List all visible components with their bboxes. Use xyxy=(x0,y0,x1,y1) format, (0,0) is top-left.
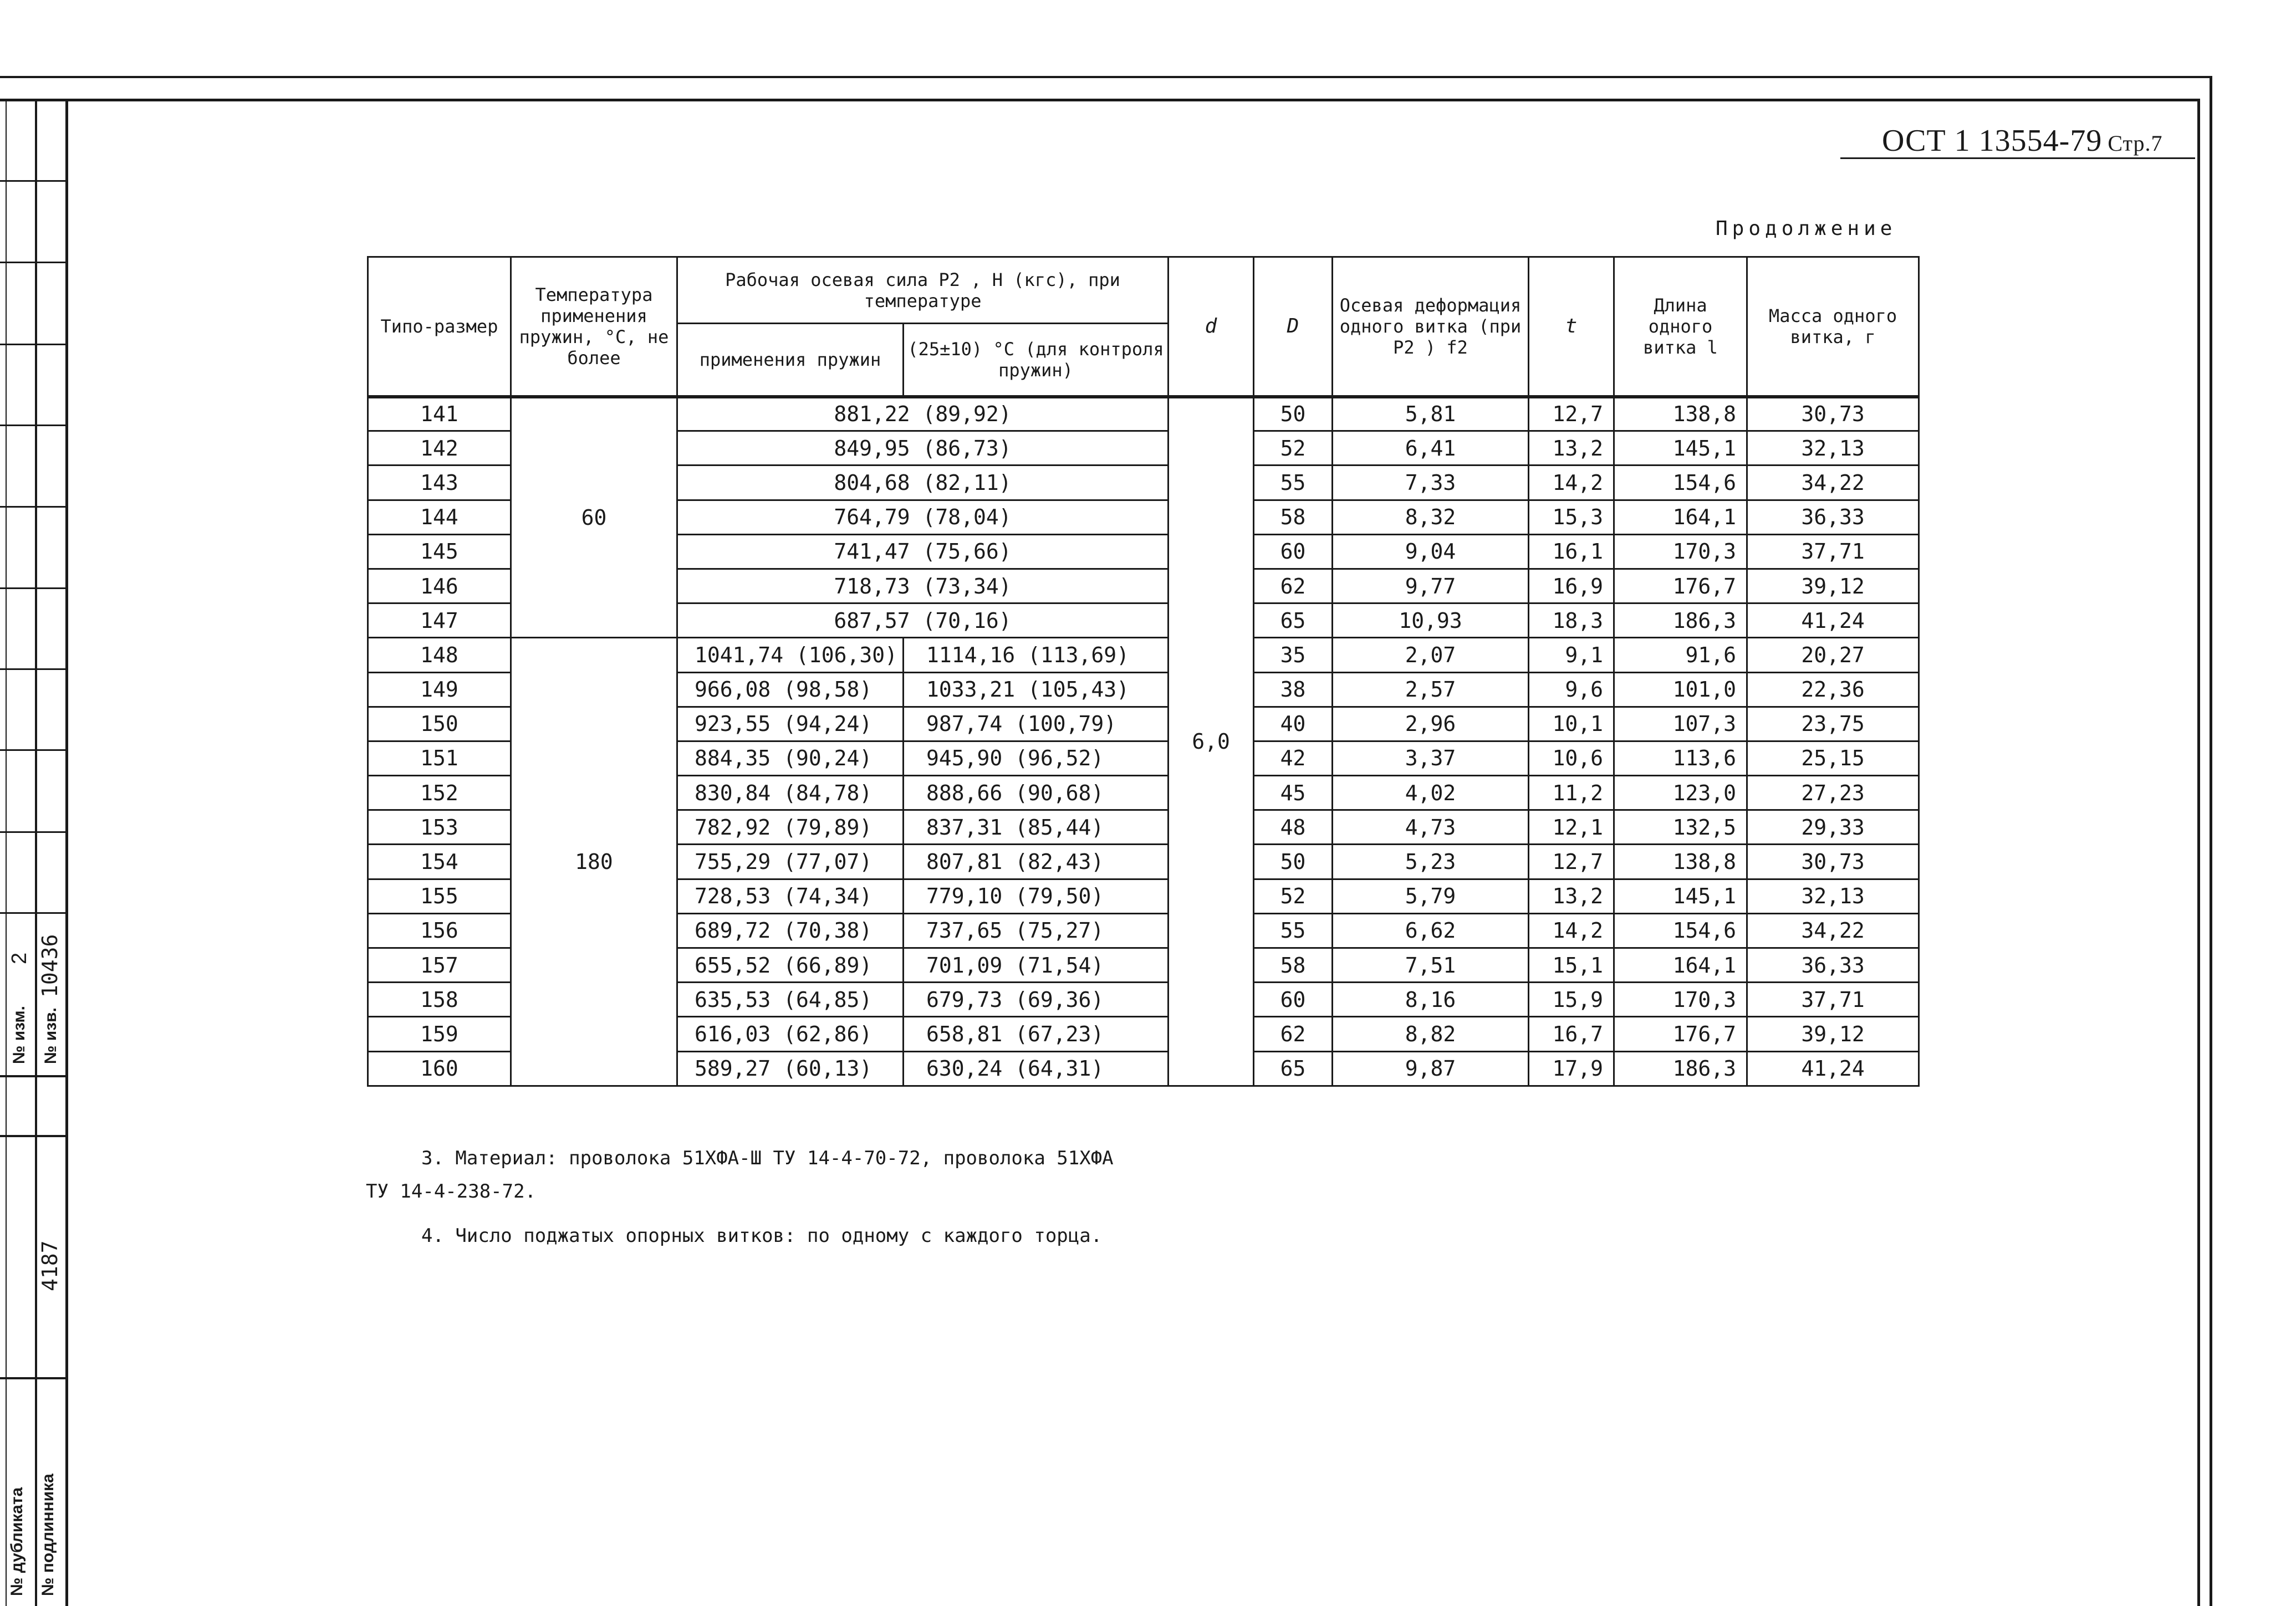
cell-t: 15,1 xyxy=(1529,948,1614,983)
cell-force-app: 782,92 (79,89) xyxy=(677,810,904,845)
cell-mass: 41,24 xyxy=(1747,603,1919,638)
stamp-h-2 xyxy=(0,262,68,263)
cell-length: 154,6 xyxy=(1614,466,1747,500)
stamp-h-12 xyxy=(0,1135,68,1137)
cell-D: 55 xyxy=(1254,913,1333,948)
cell-deformation: 9,87 xyxy=(1333,1051,1529,1086)
stamp-line-c xyxy=(65,100,68,1606)
cell-D: 52 xyxy=(1254,879,1333,913)
cell-t: 16,7 xyxy=(1529,1017,1614,1051)
cell-type: 156 xyxy=(368,913,511,948)
frame-top-inner xyxy=(0,99,2200,101)
cell-force-ctrl: 630,24 (64,31) xyxy=(904,1051,1169,1086)
cell-deformation: 6,62 xyxy=(1333,913,1529,948)
note-3-line-2: ТУ 14-4-238-72. xyxy=(366,1180,537,1203)
cell-length: 132,5 xyxy=(1614,810,1747,845)
header-mass: Масса одного витка, г xyxy=(1747,257,1919,397)
cell-D: 65 xyxy=(1254,1051,1333,1086)
header-d: d xyxy=(1169,257,1254,397)
stamp-h-5 xyxy=(0,506,68,508)
cell-type: 153 xyxy=(368,810,511,845)
header-type-size: Типо-размер xyxy=(368,257,511,397)
note-3-line-1: 3. Материал: проволока 51ХФА-Ш ТУ 14-4-70-72, проволока 51ХФА xyxy=(421,1147,1114,1169)
cell-force-ctrl: 987,74 (100,79) xyxy=(904,707,1169,741)
cell-t: 12,7 xyxy=(1529,397,1614,431)
cell-D: 45 xyxy=(1254,776,1333,810)
cell-mass: 37,71 xyxy=(1747,534,1919,569)
header-force-group: Рабочая осевая сила P2 , Н (кгс), при температуре xyxy=(677,257,1169,324)
cell-deformation: 3,37 xyxy=(1333,741,1529,775)
cell-force-ctrl: 779,10 (79,50) xyxy=(904,879,1169,913)
cell-force-app: 923,55 (94,24) xyxy=(677,707,904,741)
cell-type: 158 xyxy=(368,983,511,1017)
cell-type: 141 xyxy=(368,397,511,431)
doc-number xyxy=(1882,123,2162,158)
cell-mass: 30,73 xyxy=(1747,397,1919,431)
table-body xyxy=(368,397,1919,1086)
cell-mass: 39,12 xyxy=(1747,1017,1919,1051)
cell-length: 170,3 xyxy=(1614,983,1747,1017)
cell-D: 38 xyxy=(1254,672,1333,707)
cell-force-ctrl: 679,73 (69,36) xyxy=(904,983,1169,1017)
cell-deformation: 4,73 xyxy=(1333,810,1529,845)
cell-type: 157 xyxy=(368,948,511,983)
cell-type: 150 xyxy=(368,707,511,741)
cell-deformation: 2,57 xyxy=(1333,672,1529,707)
stamp-h-3 xyxy=(0,344,68,345)
cell-type: 151 xyxy=(368,741,511,775)
cell-t: 12,1 xyxy=(1529,810,1614,845)
cell-force-app: 755,29 (77,07) xyxy=(677,845,904,879)
cell-type: 145 xyxy=(368,534,511,569)
cell-length: 164,1 xyxy=(1614,500,1747,534)
cell-mass: 23,75 xyxy=(1747,707,1919,741)
frame-right-outer xyxy=(2210,76,2212,1606)
cell-mass: 34,22 xyxy=(1747,466,1919,500)
cell-mass: 32,13 xyxy=(1747,431,1919,466)
note-4: 4. Число поджатых опорных витков: по одному с каждого торца. xyxy=(421,1225,1103,1247)
header-t: t xyxy=(1529,257,1614,397)
cell-t: 15,9 xyxy=(1529,983,1614,1017)
cell-mass: 22,36 xyxy=(1747,672,1919,707)
cell-type: 148 xyxy=(368,638,511,672)
cell-deformation: 9,77 xyxy=(1333,569,1529,603)
cell-D: 65 xyxy=(1254,603,1333,638)
cell-D: 50 xyxy=(1254,397,1333,431)
frame-top-outer xyxy=(0,76,2212,78)
stamp-h-7 xyxy=(0,668,68,670)
cell-D: 48 xyxy=(1254,810,1333,845)
cell-length: 176,7 xyxy=(1614,569,1747,603)
cell-force-app: 881,22 (89,92) xyxy=(677,397,1169,431)
cell-length: 138,8 xyxy=(1614,397,1747,431)
cell-t: 15,3 xyxy=(1529,500,1614,534)
cell-type: 160 xyxy=(368,1051,511,1086)
cell-type: 149 xyxy=(368,672,511,707)
cell-mass: 20,27 xyxy=(1747,638,1919,672)
cell-mass: 32,13 xyxy=(1747,879,1919,913)
stamp-change-no: 2 xyxy=(8,952,31,964)
cell-length: 176,7 xyxy=(1614,1017,1747,1051)
cell-D: 62 xyxy=(1254,569,1333,603)
cell-deformation: 6,41 xyxy=(1333,431,1529,466)
cell-length: 107,3 xyxy=(1614,707,1747,741)
cell-length: 91,6 xyxy=(1614,638,1747,672)
cell-deformation: 8,16 xyxy=(1333,983,1529,1017)
cell-t: 13,2 xyxy=(1529,879,1614,913)
cell-t: 16,9 xyxy=(1529,569,1614,603)
cell-type: 152 xyxy=(368,776,511,810)
cell-type: 142 xyxy=(368,431,511,466)
cell-t: 14,2 xyxy=(1529,466,1614,500)
cell-D: 42 xyxy=(1254,741,1333,775)
cell-t: 10,6 xyxy=(1529,741,1614,775)
cell-length: 145,1 xyxy=(1614,879,1747,913)
table-row xyxy=(368,397,1919,431)
cell-force-ctrl: 737,65 (75,27) xyxy=(904,913,1169,948)
cell-length: 101,0 xyxy=(1614,672,1747,707)
cell-mass: 30,73 xyxy=(1747,845,1919,879)
cell-length: 186,3 xyxy=(1614,1051,1747,1086)
cell-D: 58 xyxy=(1254,500,1333,534)
stamp-duplicate-label: № дубликата xyxy=(8,1487,26,1596)
cell-mass: 29,33 xyxy=(1747,810,1919,845)
cell-mass: 27,23 xyxy=(1747,776,1919,810)
stamp-h-4 xyxy=(0,424,68,426)
cell-force-ctrl: 945,90 (96,52) xyxy=(904,741,1169,775)
cell-length: 164,1 xyxy=(1614,948,1747,983)
cell-force-app: 689,72 (70,38) xyxy=(677,913,904,948)
cell-force-app: 687,57 (70,16) xyxy=(677,603,1169,638)
cell-D: 40 xyxy=(1254,707,1333,741)
cell-D: 58 xyxy=(1254,948,1333,983)
cell-force-app: 718,73 (73,34) xyxy=(677,569,1169,603)
cell-force-ctrl: 701,09 (71,54) xyxy=(904,948,1169,983)
cell-force-app: 884,35 (90,24) xyxy=(677,741,904,775)
cell-force-app: 830,84 (84,78) xyxy=(677,776,904,810)
cell-D: 60 xyxy=(1254,983,1333,1017)
cell-force-app: 764,79 (78,04) xyxy=(677,500,1169,534)
cell-length: 154,6 xyxy=(1614,913,1747,948)
cell-t: 16,1 xyxy=(1529,534,1614,569)
cell-mass: 34,22 xyxy=(1747,913,1919,948)
frame-right-inner xyxy=(2197,99,2200,1606)
table-row xyxy=(368,638,1919,672)
cell-deformation: 9,04 xyxy=(1333,534,1529,569)
cell-deformation: 8,82 xyxy=(1333,1017,1529,1051)
cell-type: 159 xyxy=(368,1017,511,1051)
cell-force-app: 1041,74 (106,30) xyxy=(677,638,904,672)
cell-mass: 41,24 xyxy=(1747,1051,1919,1086)
cell-temperature-60: 60 xyxy=(511,397,677,638)
cell-force-app: 589,27 (60,13) xyxy=(677,1051,904,1086)
cell-type: 155 xyxy=(368,879,511,913)
cell-D: 50 xyxy=(1254,845,1333,879)
cell-deformation: 5,79 xyxy=(1333,879,1529,913)
cell-D: 52 xyxy=(1254,431,1333,466)
cell-mass: 25,15 xyxy=(1747,741,1919,775)
stamp-line-b xyxy=(35,100,37,1606)
cell-mass: 36,33 xyxy=(1747,500,1919,534)
stamp-h-6 xyxy=(0,587,68,589)
cell-force-app: 849,95 (86,73) xyxy=(677,431,1169,466)
cell-deformation: 5,81 xyxy=(1333,397,1529,431)
cell-type: 154 xyxy=(368,845,511,879)
cell-D: 60 xyxy=(1254,534,1333,569)
cell-deformation: 5,23 xyxy=(1333,845,1529,879)
cell-d: 6,0 xyxy=(1169,397,1254,1086)
doc-number-text: ОСТ 1 13554-79 xyxy=(1882,124,2103,158)
cell-force-app: 655,52 (66,89) xyxy=(677,948,904,983)
stamp-h-10 xyxy=(0,912,68,914)
cell-temperature-180: 180 xyxy=(511,638,677,1086)
cell-length: 186,3 xyxy=(1614,603,1747,638)
spring-parameters-table xyxy=(367,256,1920,1087)
header-deformation: Осевая деформация одного витка (при P2 ) f2 xyxy=(1333,257,1529,397)
cell-type: 143 xyxy=(368,466,511,500)
cell-length: 123,0 xyxy=(1614,776,1747,810)
cell-t: 17,9 xyxy=(1529,1051,1614,1086)
cell-mass: 37,71 xyxy=(1747,983,1919,1017)
cell-t: 9,6 xyxy=(1529,672,1614,707)
cell-mass: 39,12 xyxy=(1747,569,1919,603)
stamp-h-11 xyxy=(0,1075,68,1077)
cell-force-ctrl: 1114,16 (113,69) xyxy=(904,638,1169,672)
cell-type: 144 xyxy=(368,500,511,534)
cell-deformation: 4,02 xyxy=(1333,776,1529,810)
continuation-label: Продолжение xyxy=(1716,217,1897,240)
cell-force-ctrl: 1033,21 (105,43) xyxy=(904,672,1169,707)
cell-D: 55 xyxy=(1254,466,1333,500)
cell-t: 18,3 xyxy=(1529,603,1614,638)
cell-length: 113,6 xyxy=(1614,741,1747,775)
cell-t: 13,2 xyxy=(1529,431,1614,466)
stamp-line-a xyxy=(6,100,7,1606)
cell-force-app: 728,53 (74,34) xyxy=(677,879,904,913)
cell-force-app: 616,03 (62,86) xyxy=(677,1017,904,1051)
stamp-notice-no: 10436 xyxy=(38,934,62,998)
cell-mass: 36,33 xyxy=(1747,948,1919,983)
stamp-h-8 xyxy=(0,749,68,751)
cell-deformation: 2,96 xyxy=(1333,707,1529,741)
stamp-inv-number: 4187 xyxy=(38,1240,62,1291)
cell-t: 9,1 xyxy=(1529,638,1614,672)
cell-t: 14,2 xyxy=(1529,913,1614,948)
cell-force-ctrl: 888,66 (90,68) xyxy=(904,776,1169,810)
cell-force-ctrl: 658,81 (67,23) xyxy=(904,1017,1169,1051)
cell-length: 138,8 xyxy=(1614,845,1747,879)
cell-force-ctrl: 807,81 (82,43) xyxy=(904,845,1169,879)
cell-t: 10,1 xyxy=(1529,707,1614,741)
cell-deformation: 7,51 xyxy=(1333,948,1529,983)
cell-t: 12,7 xyxy=(1529,845,1614,879)
cell-type: 147 xyxy=(368,603,511,638)
stamp-h-9 xyxy=(0,831,68,833)
cell-force-app: 804,68 (82,11) xyxy=(677,466,1169,500)
header-length: Длина одного витка l xyxy=(1614,257,1747,397)
cell-D: 35 xyxy=(1254,638,1333,672)
header-temperature: Температура применения пружин, °С, не более xyxy=(511,257,677,397)
cell-deformation: 8,32 xyxy=(1333,500,1529,534)
page-label: Стр.7 xyxy=(2108,131,2163,156)
stamp-original-label: № подлинника xyxy=(39,1474,57,1596)
cell-force-app: 741,47 (75,66) xyxy=(677,534,1169,569)
header-force-ctrl: (25±10) °С (для контроля пружин) xyxy=(904,324,1169,397)
stamp-notice-no-label: № изв. xyxy=(42,1007,60,1064)
cell-deformation: 10,93 xyxy=(1333,603,1529,638)
cell-t: 11,2 xyxy=(1529,776,1614,810)
stamp-h-1 xyxy=(0,180,68,182)
cell-deformation: 2,07 xyxy=(1333,638,1529,672)
cell-type: 146 xyxy=(368,569,511,603)
table-header xyxy=(368,257,1919,397)
cell-length: 145,1 xyxy=(1614,431,1747,466)
cell-force-app: 966,08 (98,58) xyxy=(677,672,904,707)
cell-force-app: 635,53 (64,85) xyxy=(677,983,904,1017)
cell-deformation: 7,33 xyxy=(1333,466,1529,500)
cell-length: 170,3 xyxy=(1614,534,1747,569)
cell-force-ctrl: 837,31 (85,44) xyxy=(904,810,1169,845)
stamp-change-no-label: № изм. xyxy=(10,1006,28,1064)
header-D: D xyxy=(1254,257,1333,397)
stamp-h-13 xyxy=(0,1377,68,1379)
cell-D: 62 xyxy=(1254,1017,1333,1051)
header-force-app: применения пружин xyxy=(677,324,904,397)
